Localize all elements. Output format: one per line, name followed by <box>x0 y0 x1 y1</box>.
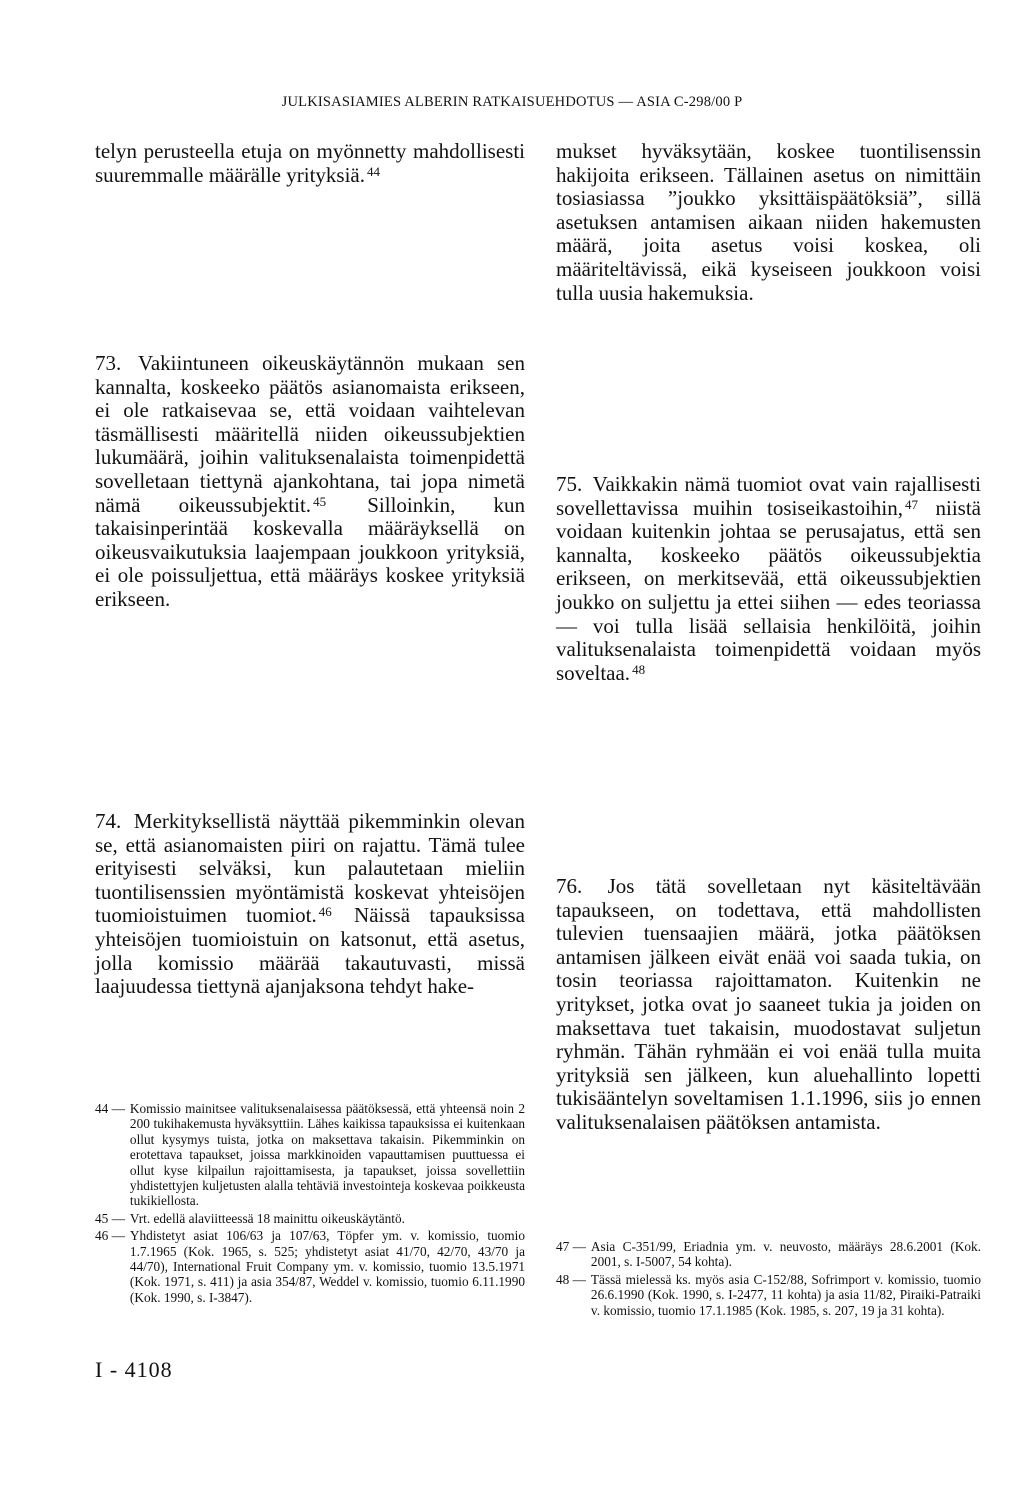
right-carryover-paragraph <box>556 140 981 305</box>
paragraph-number: 76. <box>556 874 583 898</box>
paragraph-76 <box>556 875 981 1135</box>
footnote-text: Komissio mainitsee valituksenalaisessa päätöksessä, että yhteensä noin 2 200 tukihakemusta hyväksyttiin. Lähes kaikissa tapauksissa ei kuitenkaan ollut kysymys tuista, jotka on maksettava takaisin. Pikemminkin on erotettava tapaukset, joissa markkinoiden vapauttamisen puuttuessa ei ollut kyse kilpailun rajoittamisesta, ja tapaukset, joissa sovellettiin yhdistettyjen kuljetusten alalla tehtäviä investointeja koskevaa poikkeusta tukikiellosta. <box>129 1101 525 1209</box>
left-carryover-paragraph <box>95 140 525 187</box>
footnote-label: 44 — <box>95 1101 125 1116</box>
paragraph-74 <box>95 810 525 999</box>
footnote-46 <box>95 1228 525 1305</box>
footnote-ref-47[interactable]: 47 <box>904 496 918 512</box>
footnote-ref-48[interactable]: 48 <box>632 661 646 677</box>
footnote-ref-45[interactable]: 45 <box>313 493 327 509</box>
paragraph-75 <box>556 473 981 685</box>
paragraph-text: Vakiintuneen oikeuskäytännön mukaan sen kannalta, koskeeko päätös asianomaista erikseen, ei ole ratkaisevaa se, että voidaan vaihtelevan täsmällisesti määritellä niiden oikeussubjektien lukumäärä, joihin valituksenalaista toimenpidettä sovelletaan tiettynä ajankohtana, tai jopa nimetä nämä oikeussubjektit. <box>95 351 526 517</box>
footnote-text: Tässä mielessä ks. myös asia C-152/88, Sofrimport v. komissio, tuomio 26.6.1990 (Kok. 1990, s. I-2477, 11 kohta) ja asia 11/82, Piraiki-Patraiki v. komissio, tuomio 17.1.1985 (Kok. 1985, s. 207, 19 ja 31 kohta). <box>590 1271 981 1318</box>
footnote-label: 45 — <box>95 1210 125 1226</box>
paragraph-text: Vaikkakin nämä tuomiot ovat vain rajallisesti sovellettavissa muihin tosiseikastoihin, <box>556 472 981 520</box>
carryover-text: mukset hyväksytään, koskee tuontilisenssin hakijoita erikseen. Tällainen asetus on nimittäin tosiasiassa ”joukko yksittäispäätöksiä”, sillä asetuksen antamisen aikaan niiden hakemusten määrä, joita asetus voisi koskea, oli määriteltävissä, eikä kyseiseen joukkoon voisi tulla uusia hakemuksia. <box>556 139 981 305</box>
paragraph-number: 75. <box>556 472 583 496</box>
footnote-label: 47 — <box>556 1239 586 1254</box>
paragraph-number: 74. <box>95 809 122 833</box>
footnote-48 <box>556 1272 981 1318</box>
footnote-label: 48 — <box>556 1271 586 1287</box>
paragraph-text: Jos tätä sovelletaan nyt käsiteltävään tapaukseen, on todettava, että mahdollisten tulevien tuensaajien määrä, jotka päätöksen antamisen jälkeen eivät enää voi saada tukia, on tosin teoriassa rajoittamaton. Kuitenkin ne yritykset, jotka ovat jo saaneet tukia ja joiden on maksettava tuet takaisin, muodostavat suljetun ryhmän. Tähän ryhmään ei voi enää tulla muita yrityksiä sen jälkeen, kun aluehallinto lopetti tukisääntelyn soveltamisen 1.1.1996, siis jo ennen valituksenalaisen päätöksen antamista. <box>556 874 981 1134</box>
paragraph-text: Näissä tapauksissa yhteisöjen tuomioistuin on katsonut, että asetus, jolla komissio määrää takautuvasti, missä laajuudessa tiettynä ajanjaksona tehdyt hake- <box>95 903 525 999</box>
footnote-45 <box>95 1211 525 1226</box>
footnote-44 <box>95 1101 525 1209</box>
paragraph-text: Merkityksellistä näyttää pikemminkin olevan se, että asianomaisten piiri on rajattu. Tämä tulee erityisesti selväksi, kun palautetaan mieliin tuontilisenssien myöntämistä koskevat yhteisöjen tuomioistuimen tuomiot. <box>95 809 525 928</box>
footnote-text: Vrt. edellä alaviitteessä 18 mainittu oikeuskäytäntö. <box>129 1210 405 1226</box>
footnote-label: 46 — <box>95 1228 125 1244</box>
footnote-text: Asia C-351/99, Eriadnia ym. v. neuvosto, määräys 28.6.2001 (Kok. 2001, s. I-5007, 54 kohta). <box>590 1239 981 1270</box>
page-number: I - 4108 <box>95 1357 173 1382</box>
footnote-ref-46[interactable]: 46 <box>318 904 332 920</box>
paragraph-text: niistä voidaan kuitenkin johtaa se perusajatus, että sen kannalta, koskeeko päätös oikeussubjektia erikseen, on merkitsevää, että oikeussubjektien joukko on suljettu ja ettei siihen — edes teoriassa — voi tulla lisää sellaisia henkilöitä, joihin valituksenalaista toimenpidettä voidaan myös soveltaa. <box>556 495 981 685</box>
right-footnotes <box>556 1239 981 1320</box>
carryover-text: telyn perusteella etuja on myönnetty mahdollisesti suuremmalle määrälle yrityksiä. <box>95 139 525 187</box>
footnote-text: Yhdistetyt asiat 106/63 ja 107/63, Töpfer ym. v. komissio, tuomio 1.7.1965 (Kok. 1965, s. 525; yhdistetyt asiat 41/70, 42/70, 43/70 ja 44/70), International Fruit Company ym. v. komissio, tuomio 13.5.1971 (Kok. 1971, s. 411) ja asia 354/87, Weddel v. komissio, tuomio 6.11.1990 (Kok. 1990, s. I-3847). <box>129 1228 525 1305</box>
footnote-47 <box>556 1239 981 1270</box>
running-header: JULKISASIAMIES ALBERIN RATKAISUEHDOTUS — ASIA C-298/00 P <box>281 94 743 110</box>
paragraph-number: 73. <box>95 351 122 375</box>
paragraph-73 <box>95 352 525 612</box>
footnote-ref-44[interactable]: 44 <box>367 163 380 179</box>
paragraph-text: Silloinkin, kun takaisinperintää koskevalla määräyksellä on oikeusvaikutuksia laajempaan joukkoon yrityksiä, ei ole poissuljettua, että määräys koskee yrityksiä erikseen. <box>95 492 526 611</box>
left-footnotes <box>95 1101 525 1307</box>
